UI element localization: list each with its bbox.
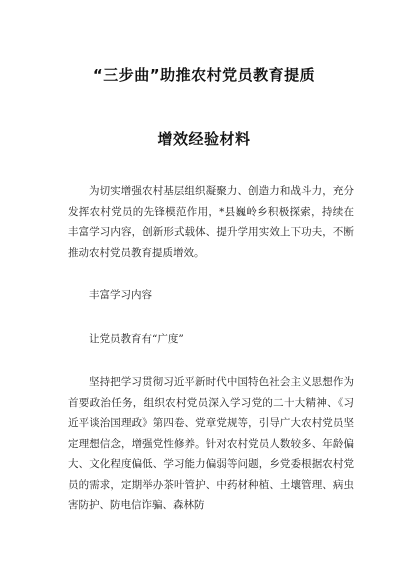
document-title-line-2: 增效经验材料 [157,130,251,148]
intro-paragraph: 为切实增强农村基层组织凝聚力、创造力和战斗力，充分发挥农村党员的先锋模范作用，*县巍岭乡积极探索，持续在丰富学习内容，创新形式载体、提升学用实效上下功夫，不断推动农村党员教育提质增效。 [68,185,354,259]
document-title-line-1: “三步曲”助推农村党员教育提质 [92,66,316,84]
body-paragraph: 坚持把学习贯彻习近平新时代中国特色社会主义思想作为首要政治任务，组织农村党员深入学习党的二十大精神、《习近平谈治国理政》第四卷、党章党规等，引导广大农村党员坚定理想信念，增强党性修养。针对农村党员人数较多、年龄偏大、文化程度偏低、学习能力偏弱等问题，乡党委根据农村党员的需求，定期举办茶叶管护、中药材种植、土壤管理、病虫害防护、防电信诈骗、森林防 [68,376,354,511]
subsection-heading: 让党员教育有“广度” [89,333,184,345]
section-heading: 丰富学习内容 [89,289,152,301]
